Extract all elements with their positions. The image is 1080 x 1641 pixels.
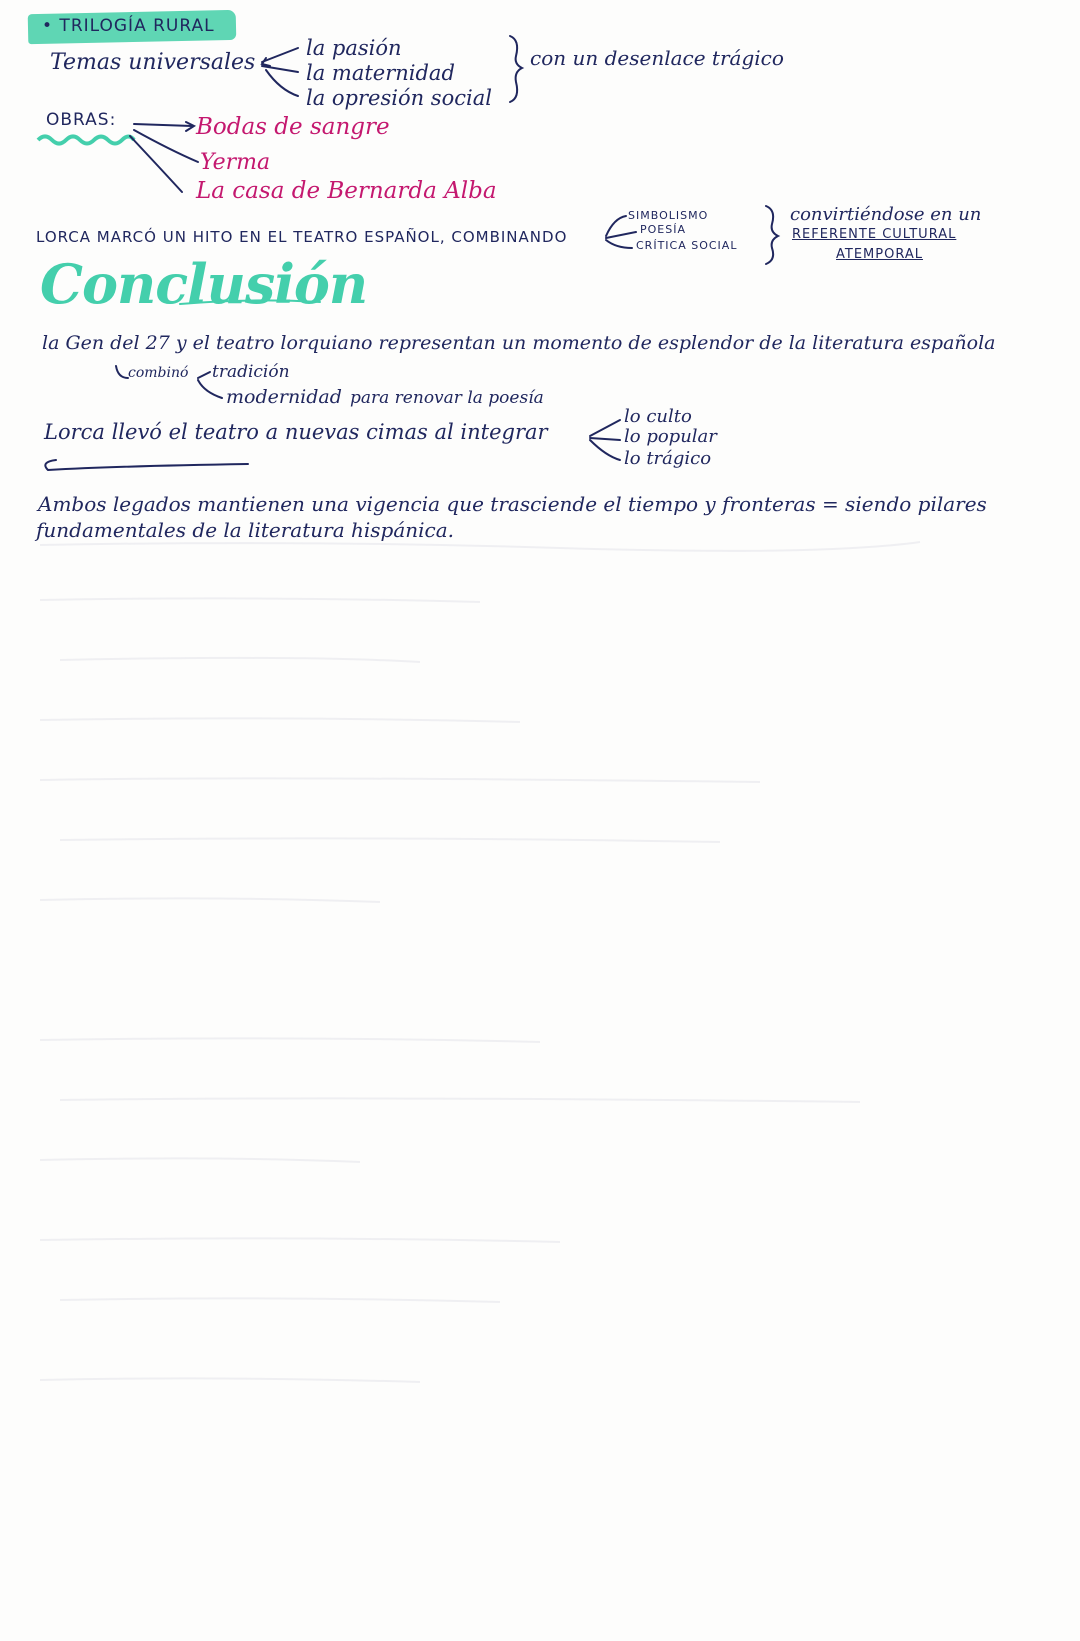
hito-result-line1: convirtiéndose en un	[790, 204, 982, 225]
conclusion-p3-line2: fundamentales de la literatura hispánica.	[36, 518, 454, 542]
p2-item: lo popular	[624, 426, 717, 447]
combino-suffix: para renovar la poesía	[350, 388, 544, 408]
hito-item: SIMBOLISMO	[628, 209, 709, 222]
section-label: • TRILOGÍA RURAL	[42, 16, 215, 36]
arrow	[198, 372, 210, 378]
obra-item: La casa de Bernarda Alba	[196, 178, 497, 204]
arrow	[134, 124, 192, 126]
arrow	[130, 136, 182, 192]
arrow	[116, 366, 128, 378]
arrow	[590, 420, 620, 436]
temas-result: con un desenlace trágico	[530, 46, 784, 70]
conclusion-p3-line1: Ambos legados mantienen una vigencia que trasciende el tiempo y fronteras = siendo pilares	[38, 492, 987, 516]
underline	[180, 300, 320, 304]
arrow	[606, 232, 636, 238]
arrow	[262, 48, 298, 62]
arrow	[198, 380, 222, 398]
hito-item: CRÍTICA SOCIAL	[636, 239, 738, 252]
obra-item: Bodas de sangre	[196, 114, 390, 140]
arrow	[606, 216, 626, 236]
hito-result-line2: REFERENTE CULTURAL	[792, 227, 957, 242]
hito-text: LORCA MARCÓ UN HITO EN EL TEATRO ESPAÑOL, COMBINANDO	[36, 228, 568, 246]
tema-item: la pasión	[306, 36, 402, 60]
arrow	[606, 240, 632, 248]
brace	[510, 36, 522, 102]
arrow	[590, 440, 620, 460]
arrow	[266, 70, 298, 96]
arrow	[134, 130, 198, 162]
hito-result-line3: ATEMPORAL	[836, 247, 923, 262]
conclusion-title: Conclusión	[40, 252, 368, 316]
conclusion-p1: la Gen del 27 y el teatro lorquiano representan un momento de esplendor de la literatura española	[42, 332, 996, 354]
p2-item: lo culto	[624, 406, 692, 427]
conclusion-p2: Lorca llevó el teatro a nuevas cimas al integrar	[44, 420, 548, 444]
underline	[45, 460, 248, 470]
tema-item: la maternidad	[306, 61, 455, 85]
arrow	[590, 438, 620, 440]
combino-label: combinó	[128, 365, 189, 381]
combino-item: modernidad	[226, 386, 342, 408]
obra-item: Yerma	[200, 150, 271, 175]
obras-label: OBRAS:	[46, 110, 117, 130]
temas-label: Temas universales	[50, 50, 256, 75]
combino-item: tradición	[212, 362, 290, 382]
p2-item: lo trágico	[624, 448, 712, 469]
brace	[766, 206, 778, 264]
tema-item: la opresión social	[306, 86, 492, 110]
hito-item: POESÍA	[640, 223, 686, 236]
